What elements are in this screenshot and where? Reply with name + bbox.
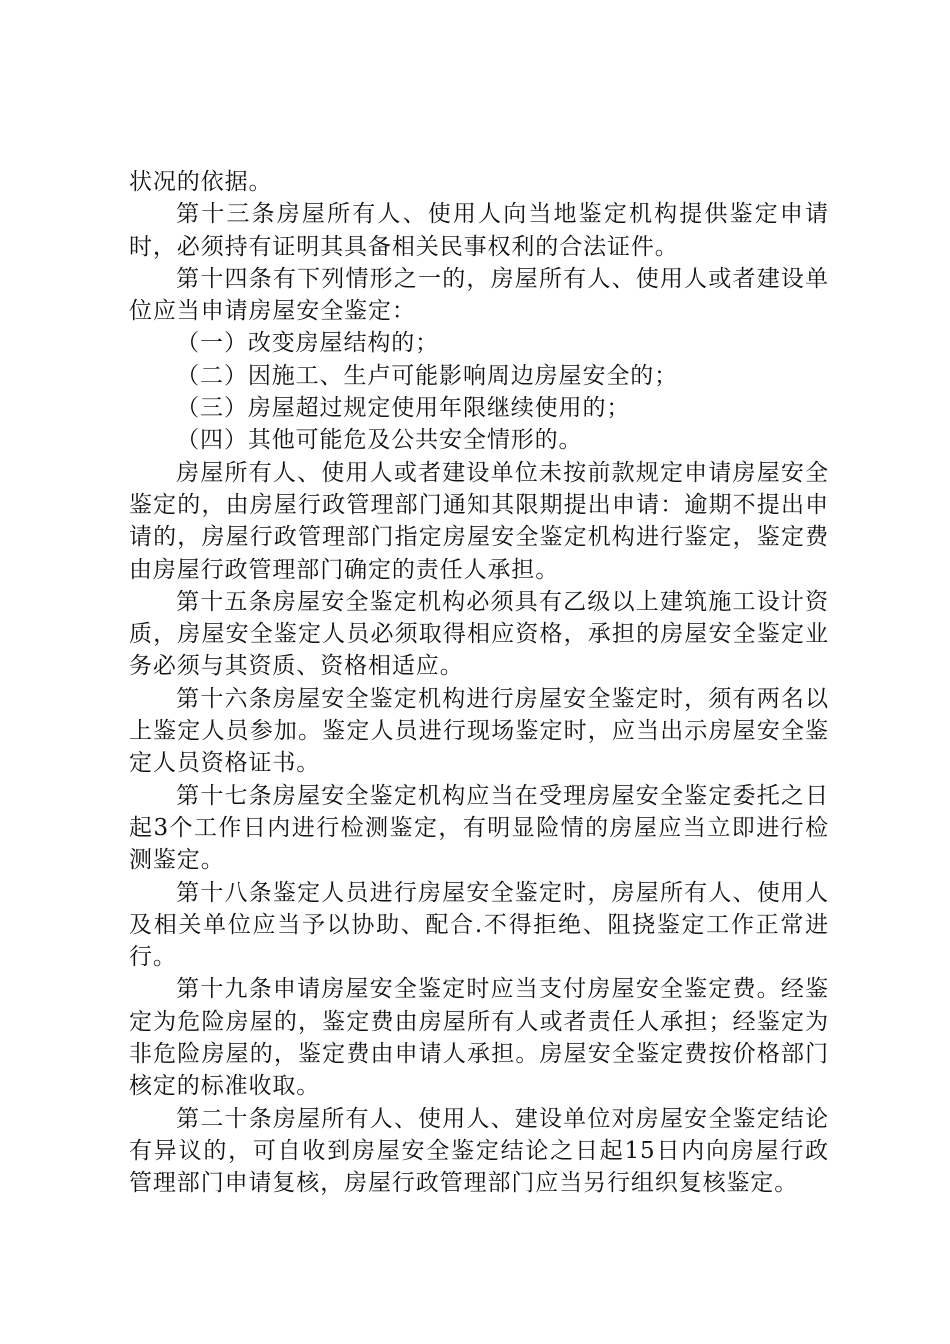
paragraph-article-15: 第十五条房屋安全鉴定机构必须具有乙级以上建筑施工设计资质，房屋安全鉴定人员必须取得相应资格，承担的房屋安全鉴定业务必须与其资质、资格相适应。 bbox=[129, 588, 829, 680]
paragraph-article-14-supplement: 房屋所有人、使用人或者建设单位未按前款规定申请房屋安全鉴定的，由房屋行政管理部门通知其限期提出申请：逾期不提出申请的，房屋行政管理部门指定房屋安全鉴定机构进行鉴定，鉴定费由房屋行政管理部门确定的责任人承担。 bbox=[129, 459, 829, 583]
paragraph-article-18: 第十八条鉴定人员进行房屋安全鉴定时，房屋所有人、使用人及相关单位应当予以协助、配合.不得拒绝、阻挠鉴定工作正常进行。 bbox=[129, 879, 829, 971]
paragraph-article-17: 第十七条房屋安全鉴定机构应当在受理房屋安全鉴定委托之日起3个工作日内进行检测鉴定，有明显险情的房屋应当立即进行检测鉴定。 bbox=[129, 782, 829, 874]
paragraph-article-16: 第十六条房屋安全鉴定机构进行房屋安全鉴定时，须有两名以上鉴定人员参加。鉴定人员进行现场鉴定时，应当出示房屋安全鉴定人员资格证书。 bbox=[129, 685, 829, 777]
paragraph-article-19: 第十九条申请房屋安全鉴定时应当支付房屋安全鉴定费。经鉴定为危险房屋的，鉴定费由房屋所有人或者责任人承担；经鉴定为非危险房屋的，鉴定费由申请人承担。房屋安全鉴定费按价格部门核定的标准收取。 bbox=[129, 976, 829, 1100]
paragraph-continuation: 状况的依据。 bbox=[129, 169, 273, 195]
paragraph-article-20: 第二十条房屋所有人、使用人、建设单位对房屋安全鉴定结论有异议的，可自收到房屋安全鉴定结论之日起15日内向房屋行政管理部门申请复核，房屋行政管理部门应当另行组织复核鉴定。 bbox=[129, 1105, 829, 1197]
document-body bbox=[129, 166, 829, 1200]
paragraph-article-14: 第十四条有下列情形之一的，房屋所有人、使用人或者建设单位应当申请房屋安全鉴定： bbox=[129, 265, 829, 325]
list-item-4: （四）其他可能危及公共安全情形的。 bbox=[176, 427, 583, 454]
list-item-2: （二）因施工、生卢可能影响周边房屋安全的； bbox=[176, 362, 679, 389]
paragraph-article-13: 第十三条房屋所有人、使用人向当地鉴定机构提供鉴定申请时，必须持有证明其具备相关民事权利的合法证件。 bbox=[129, 201, 829, 260]
list-item-3: （三）房屋超过规定使用年限继续使用的； bbox=[176, 395, 631, 422]
list-item-1: （一）改变房屋结构的； bbox=[176, 330, 440, 357]
